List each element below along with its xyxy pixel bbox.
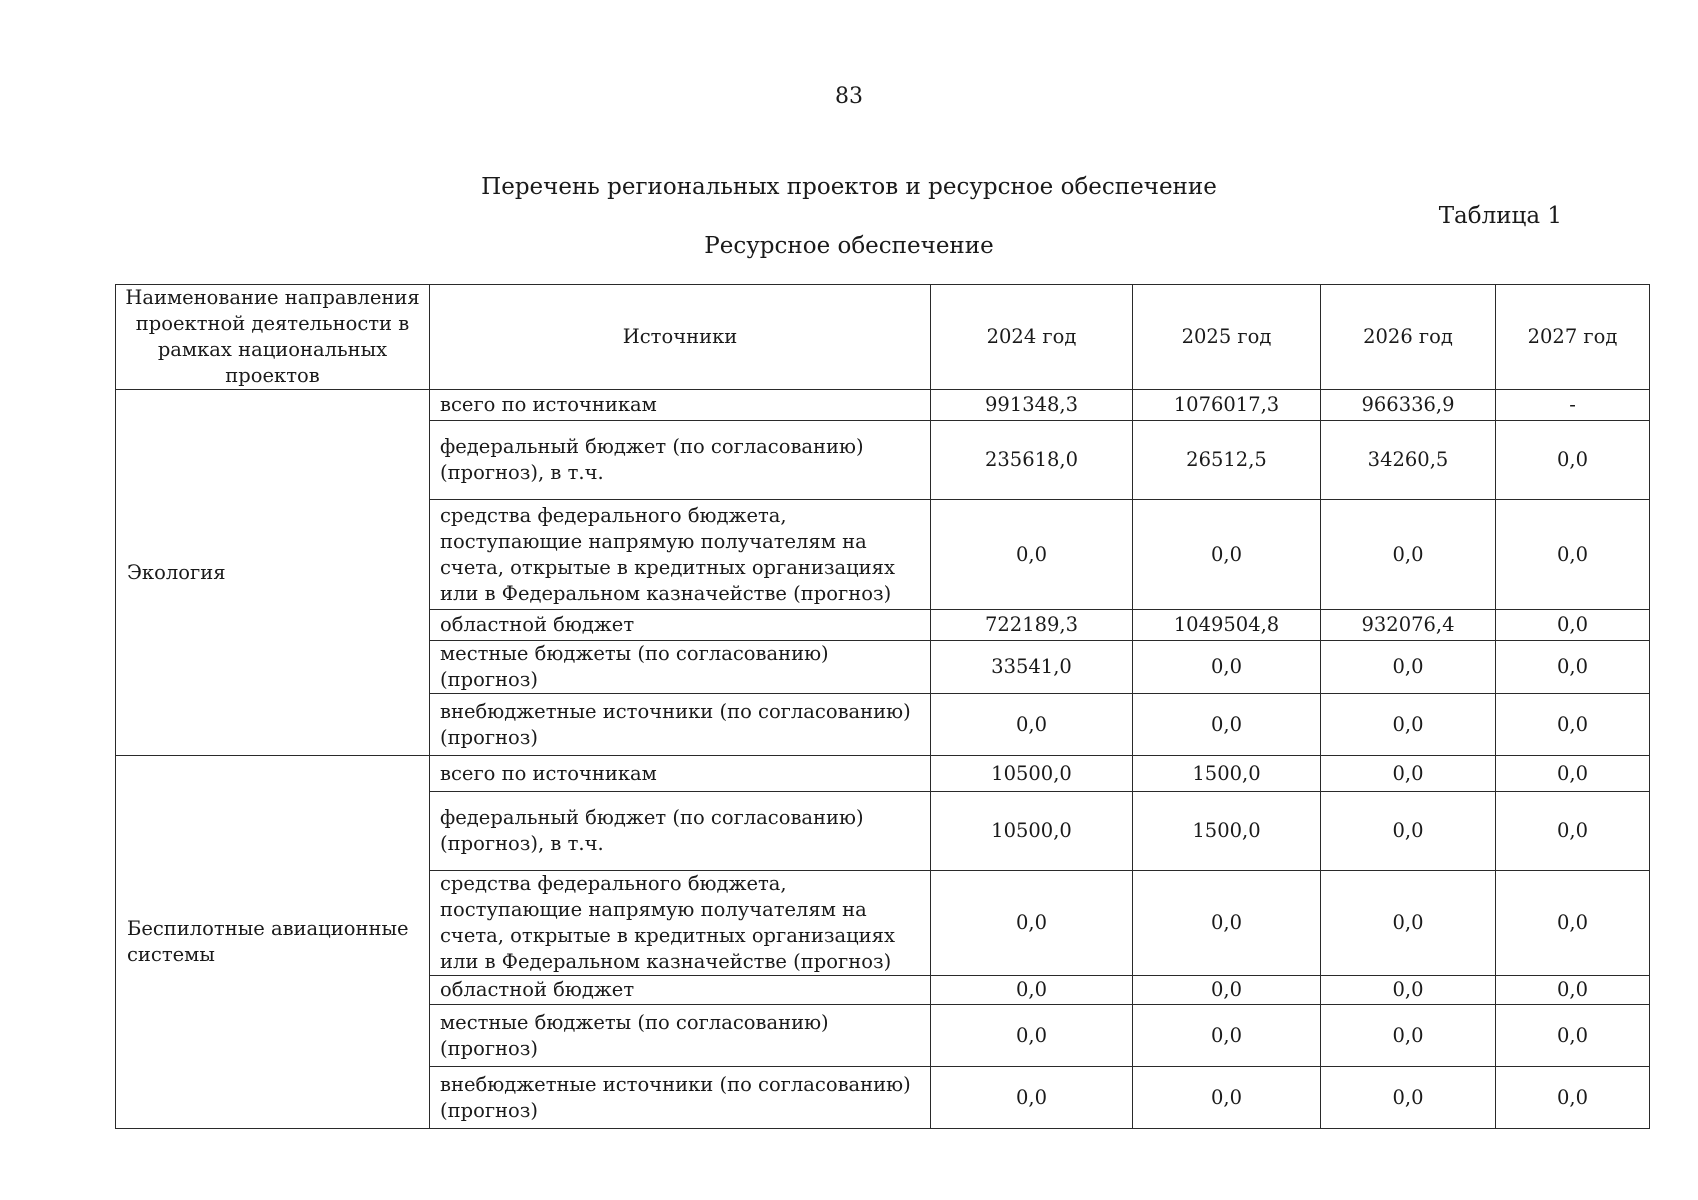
value-2027: 0,0 [1496, 976, 1650, 1005]
value-2024: 0,0 [931, 500, 1133, 610]
value-2026: 966336,9 [1321, 390, 1496, 421]
value-2027: 0,0 [1496, 641, 1650, 694]
value-2027: 0,0 [1496, 500, 1650, 610]
table-title: Ресурсное обеспечение [704, 233, 994, 259]
source-cell: средства федерального бюджета, поступающие напрямую получателям на счета, открытые в кредитных организациях или в Федеральном казначействе (прогноз) [430, 871, 931, 976]
source-cell: всего по источникам [430, 390, 931, 421]
table-label: Таблица 1 [1438, 203, 1562, 229]
source-cell: местные бюджеты (по согласованию) (прогноз) [430, 641, 931, 694]
value-2026: 0,0 [1321, 871, 1496, 976]
header-2026: 2026 год [1321, 285, 1496, 390]
value-2027: 0,0 [1496, 871, 1650, 976]
header-2024: 2024 год [931, 285, 1133, 390]
value-2026: 0,0 [1321, 1067, 1496, 1129]
value-2025: 0,0 [1133, 976, 1321, 1005]
value-2025: 0,0 [1133, 1005, 1321, 1067]
value-2024: 10500,0 [931, 756, 1133, 792]
source-cell: федеральный бюджет (по согласованию) (прогноз), в т.ч. [430, 421, 931, 500]
value-2026: 0,0 [1321, 694, 1496, 756]
header-2025: 2025 год [1133, 285, 1321, 390]
value-2025: 1076017,3 [1133, 390, 1321, 421]
value-2025: 0,0 [1133, 1067, 1321, 1129]
source-cell: внебюджетные источники (по согласованию) (прогноз) [430, 694, 931, 756]
value-2027: 0,0 [1496, 1005, 1650, 1067]
value-2024: 0,0 [931, 976, 1133, 1005]
value-2024: 10500,0 [931, 792, 1133, 871]
source-cell: областной бюджет [430, 976, 931, 1005]
value-2026: 0,0 [1321, 641, 1496, 694]
direction-name: Беспилотные авиационные системы [116, 756, 430, 1129]
header-sources: Источники [430, 285, 931, 390]
direction-name: Экология [116, 390, 430, 756]
value-2025: 0,0 [1133, 694, 1321, 756]
value-2026: 0,0 [1321, 976, 1496, 1005]
value-2025: 1049504,8 [1133, 610, 1321, 641]
source-cell: областной бюджет [430, 610, 931, 641]
source-cell: местные бюджеты (по согласованию) (прогноз) [430, 1005, 931, 1067]
document-title: Перечень региональных проектов и ресурсное обеспечение [481, 174, 1217, 200]
value-2026: 932076,4 [1321, 610, 1496, 641]
source-cell: средства федерального бюджета, поступающие напрямую получателям на счета, открытые в кредитных организациях или в Федеральном казначействе (прогноз) [430, 500, 931, 610]
source-cell: всего по источникам [430, 756, 931, 792]
value-2027: 0,0 [1496, 694, 1650, 756]
source-cell: федеральный бюджет (по согласованию) (прогноз), в т.ч. [430, 792, 931, 871]
header-row [116, 285, 1650, 390]
value-2025: 1500,0 [1133, 792, 1321, 871]
page-number: 83 [835, 84, 863, 109]
value-2024: 722189,3 [931, 610, 1133, 641]
value-2027: 0,0 [1496, 610, 1650, 641]
value-2027: 0,0 [1496, 756, 1650, 792]
value-2024: 33541,0 [931, 641, 1133, 694]
value-2027: 0,0 [1496, 421, 1650, 500]
value-2024: 0,0 [931, 871, 1133, 976]
value-2026: 0,0 [1321, 500, 1496, 610]
value-2027: 0,0 [1496, 1067, 1650, 1129]
value-2027: 0,0 [1496, 792, 1650, 871]
source-cell: внебюджетные источники (по согласованию) (прогноз) [430, 1067, 931, 1129]
value-2025: 0,0 [1133, 500, 1321, 610]
value-2026: 0,0 [1321, 1005, 1496, 1067]
value-2024: 0,0 [931, 1005, 1133, 1067]
value-2025: 0,0 [1133, 641, 1321, 694]
value-2024: 991348,3 [931, 390, 1133, 421]
resource-table [115, 284, 1650, 1129]
value-2024: 0,0 [931, 1067, 1133, 1129]
value-2024: 0,0 [931, 694, 1133, 756]
value-2026: 34260,5 [1321, 421, 1496, 500]
table-row [116, 390, 1650, 421]
value-2024: 235618,0 [931, 421, 1133, 500]
value-2025: 1500,0 [1133, 756, 1321, 792]
table-row [116, 756, 1650, 792]
value-2026: 0,0 [1321, 792, 1496, 871]
value-2027: - [1496, 390, 1650, 421]
header-direction: Наименование направления проектной деятельности в рамках национальных проектов [116, 285, 430, 390]
header-2027: 2027 год [1496, 285, 1650, 390]
value-2026: 0,0 [1321, 756, 1496, 792]
value-2025: 0,0 [1133, 871, 1321, 976]
value-2025: 26512,5 [1133, 421, 1321, 500]
